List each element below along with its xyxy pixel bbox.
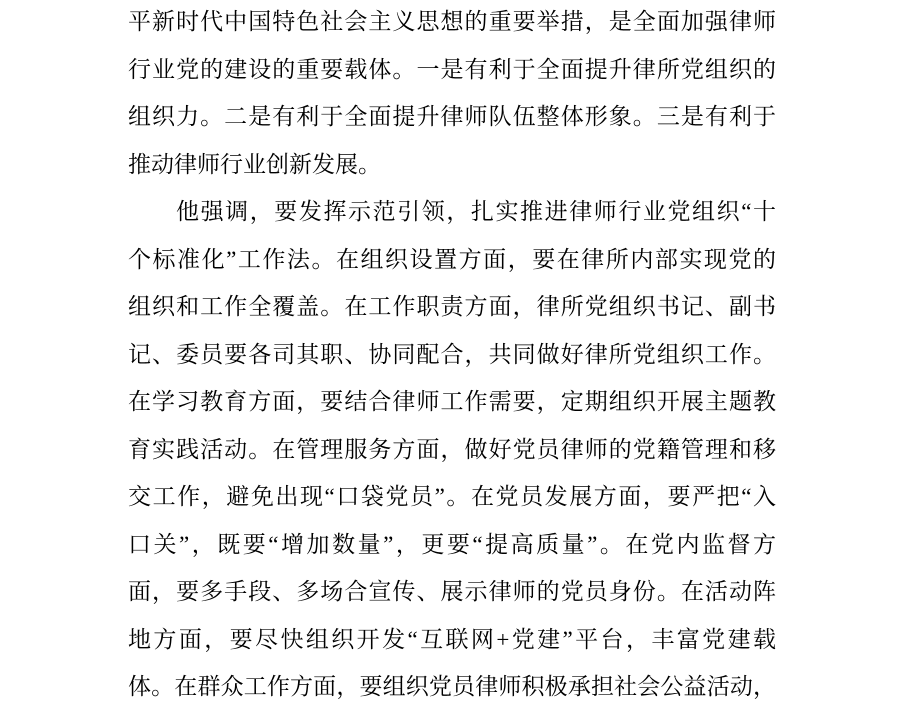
text-line: 育实践活动。在管理服务方面，做好党员律师的党籍管理和移 xyxy=(128,436,776,462)
text-line: 记、委员要各司其职、协同配合，共同做好律所党组织工作。 xyxy=(128,341,776,367)
text-line: 地方面，要尽快组织开发“互联网+党建”平台，丰富党建载 xyxy=(128,626,776,652)
text-line: 行业党的建设的重要载体。一是有利于全面提升律所党组织的 xyxy=(128,56,776,82)
text-line: 在学习教育方面，要结合律师工作需要，定期组织开展主题教 xyxy=(128,389,776,414)
text-line: 体。在群众工作方面，要组织党员律师积极承担社会公益活动， xyxy=(128,674,776,699)
text-line: 他强调，要发挥示范引领，扎实推进律师行业党组织“十 xyxy=(176,199,776,224)
document-text-block xyxy=(128,0,776,711)
text-line: 面，要多手段、多场合宣传、展示律师的党员身份。在活动阵 xyxy=(128,579,776,604)
text-line: 个标准化”工作法。在组织设置方面，要在律所内部实现党的 xyxy=(128,246,776,272)
text-line: 交工作，避免出现“口袋党员”。在党员发展方面，要严把“入 xyxy=(128,484,776,509)
text-line: 平新时代中国特色社会主义思想的重要举措，是全面加强律师 xyxy=(128,9,776,34)
text-line: 推动律师行业创新发展。 xyxy=(128,151,381,177)
text-line: 口关”，既要“增加数量”，更要“提高质量”。在党内监督方 xyxy=(128,531,776,557)
text-line: 组织和工作全覆盖。在工作职责方面，律所党组织书记、副书 xyxy=(128,294,776,319)
text-line: 组织力。二是有利于全面提升律师队伍整体形象。三是有利于 xyxy=(128,104,776,129)
